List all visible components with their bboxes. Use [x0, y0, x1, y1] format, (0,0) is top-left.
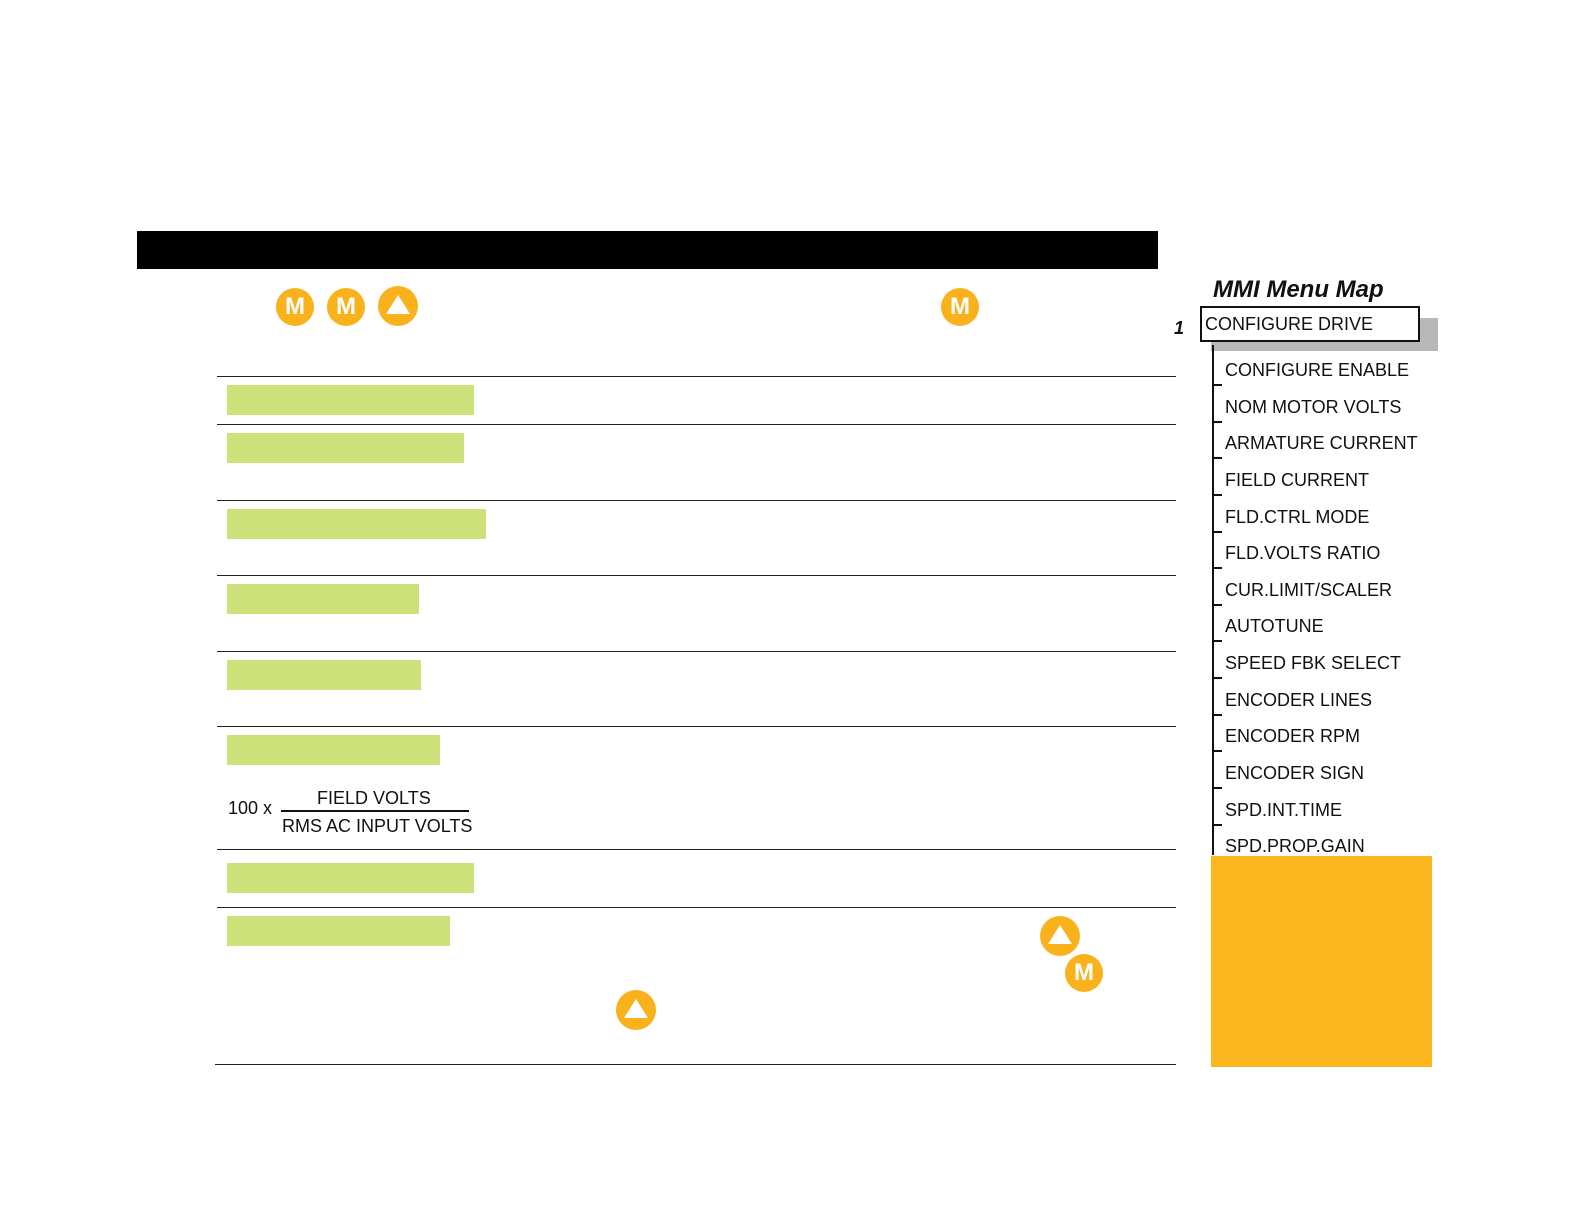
menu-tick — [1212, 457, 1222, 459]
parameter-highlight — [227, 509, 486, 539]
up-arrow-icon — [616, 990, 656, 1030]
parameter-highlight — [227, 584, 419, 614]
m-key-button[interactable]: M — [276, 288, 314, 326]
menu-tick — [1212, 604, 1222, 606]
menu-tick — [1212, 567, 1222, 569]
parameter-highlight — [227, 433, 464, 463]
menu-tick — [1212, 677, 1222, 679]
menu-item[interactable]: AUTOTUNE — [1225, 616, 1324, 636]
menu-tick — [1212, 824, 1222, 826]
menu-tree — [1212, 345, 1442, 855]
menu-item[interactable]: ENCODER LINES — [1225, 690, 1373, 710]
up-arrow-icon — [378, 286, 418, 326]
menu-tick — [1212, 384, 1222, 386]
up-key-button[interactable] — [616, 990, 656, 1030]
fraction-bar — [281, 810, 469, 812]
parameter-highlight — [227, 735, 440, 765]
menu-item[interactable]: ENCODER RPM — [1225, 726, 1361, 746]
row-divider — [217, 424, 1176, 425]
menu-tick — [1212, 531, 1222, 533]
menu-tick — [1212, 640, 1222, 642]
parameter-highlight — [227, 863, 474, 893]
parameter-highlight — [227, 385, 474, 415]
menu-tick — [1212, 714, 1222, 716]
m-key-button[interactable]: M — [327, 288, 365, 326]
table-bottom-line — [215, 1064, 1176, 1065]
menu-item[interactable]: CONFIGURE ENABLE — [1225, 360, 1410, 380]
menu-item[interactable]: FLD.VOLTS RATIO — [1225, 543, 1381, 563]
up-key-button[interactable] — [378, 286, 418, 326]
menu-tick — [1212, 421, 1222, 423]
menu-item[interactable]: ENCODER SIGN — [1225, 763, 1365, 783]
menu-item[interactable]: FLD.CTRL MODE — [1225, 507, 1370, 527]
menu-item[interactable]: ARMATURE CURRENT — [1225, 433, 1418, 453]
menu-item[interactable]: CUR.LIMIT/SCALER — [1225, 580, 1393, 600]
row-divider — [217, 376, 1176, 377]
m-key-button[interactable]: M — [1065, 954, 1103, 992]
menu-tick — [1212, 787, 1222, 789]
up-key-button[interactable] — [1040, 916, 1080, 956]
row-divider — [217, 575, 1176, 576]
menu-tick — [1212, 494, 1222, 496]
menu-root-item[interactable]: CONFIGURE DRIVE — [1200, 306, 1420, 342]
orange-panel — [1211, 856, 1432, 1067]
row-divider — [217, 651, 1176, 652]
menu-item[interactable]: SPD.INT.TIME — [1225, 800, 1343, 820]
menu-tick — [1212, 750, 1222, 752]
menu-index: 1 — [1174, 318, 1185, 338]
formula-numerator: FIELD VOLTS — [317, 788, 431, 808]
header-bar — [137, 231, 1158, 269]
row-divider — [217, 500, 1176, 501]
parameter-highlight — [227, 916, 450, 946]
menu-item[interactable]: FIELD CURRENT — [1225, 470, 1370, 490]
menu-map-title: MMI Menu Map — [1213, 276, 1384, 303]
formula-multiplier: 100 x — [228, 798, 273, 818]
row-divider — [217, 849, 1176, 850]
menu-item[interactable]: SPD.PROP.GAIN — [1225, 836, 1365, 855]
m-key-button[interactable]: M — [941, 288, 979, 326]
parameter-highlight — [227, 660, 421, 690]
formula-denominator: RMS AC INPUT VOLTS — [282, 816, 473, 836]
menu-item[interactable]: NOM MOTOR VOLTS — [1225, 397, 1402, 417]
row-divider — [217, 907, 1176, 908]
up-arrow-icon — [1040, 916, 1080, 956]
menu-item[interactable]: SPEED FBK SELECT — [1225, 653, 1402, 673]
row-divider — [217, 726, 1176, 727]
